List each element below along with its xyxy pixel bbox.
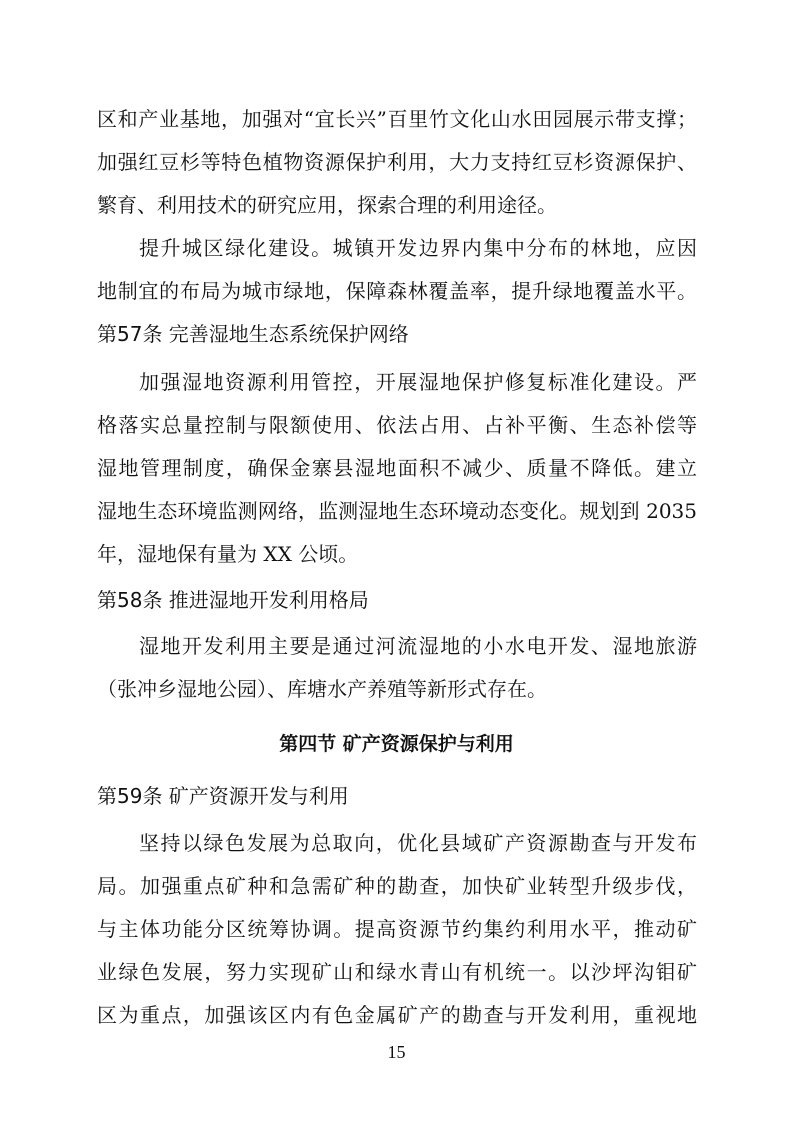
section-heading: 第四节 矿产资源保护与利用	[279, 733, 514, 755]
paragraph-line: 年，湿地保有量为 XX 公顷。	[97, 542, 359, 566]
paragraph-line: 坚持以绿色发展为总取向，优化县域矿产资源勘查与开发布	[139, 831, 697, 855]
paragraph-line: 地制宜的布局为城市绿地，保障森林覆盖率，提升绿地覆盖水平。	[97, 279, 697, 303]
paragraph-line: 格落实总量控制与限额使用、依法占用、占补平衡、生态补偿等	[97, 413, 697, 437]
paragraph-line: 加强湿地资源利用管控，开展湿地保护修复标准化建设。严	[139, 370, 697, 394]
paragraph-line: 湿地管理制度，确保金寨县湿地面积不减少、质量不降低。建立	[97, 456, 697, 480]
paragraph-line: 湿地开发利用主要是通过河流湿地的小水电开发、湿地旅游	[139, 634, 697, 658]
article-heading-57: 第57条 完善湿地生态系统保护网络	[97, 322, 409, 346]
paragraph-line: 繁育、利用技术的研究应用，探索合理的利用途径。	[97, 193, 557, 217]
paragraph-line: 湿地生态环境监测网络，监测湿地生态环境动态变化。规划到 2035	[97, 499, 697, 523]
page-number: 15	[387, 1042, 406, 1062]
paragraph-line: 加强红豆杉等特色植物资源保护利用，大力支持红豆杉资源保护、	[97, 150, 697, 174]
paragraph-line: 区为重点，加强该区内有色金属矿产的勘查与开发利用，重视地	[97, 1003, 697, 1027]
paragraph-line: 提升城区绿化建设。城镇开发边界内集中分布的林地，应因	[139, 236, 697, 260]
paragraph-line: 局。加强重点矿种和急需矿种的勘查，加快矿业转型升级步伐，	[97, 874, 697, 898]
paragraph-line: 区和产业基地，加强对“宜长兴”百里竹文化山水田园展示带支撑；	[97, 107, 697, 131]
paragraph-line: 与主体功能分区统筹协调。提高资源节约集约利用水平，推动矿	[97, 917, 697, 941]
article-heading-59: 第59条 矿产资源开发与利用	[97, 784, 349, 808]
article-heading-58: 第58条 推进湿地开发利用格局	[97, 588, 369, 612]
paragraph-line: 业绿色发展，努力实现矿山和绿水青山有机统一。以沙坪沟钼矿	[97, 960, 697, 984]
paragraph-line: （张冲乡湿地公园）、库塘水产养殖等新形式存在。	[97, 677, 547, 701]
